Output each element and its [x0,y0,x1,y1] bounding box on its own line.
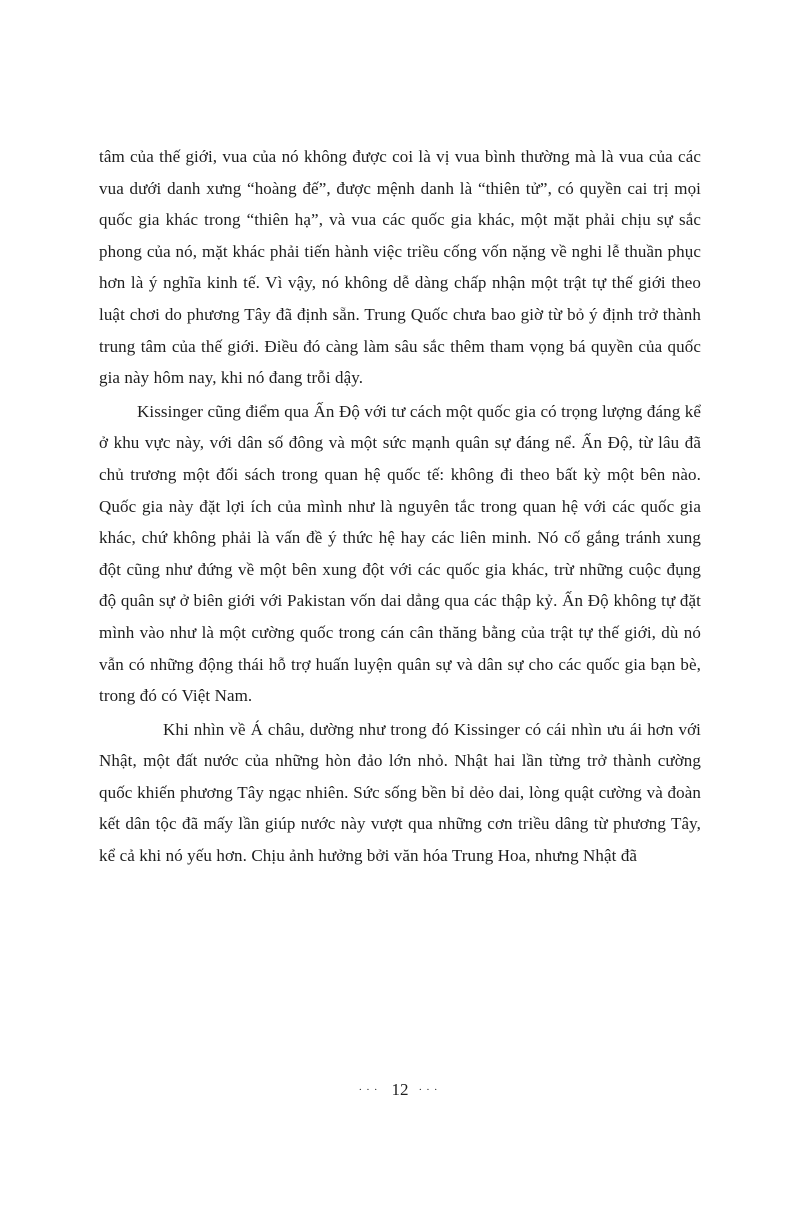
paragraph-japan: Khi nhìn về Á châu, dường như trong đó Kissinger có cái nhìn ưu ái hơn với Nhật, một đất nước của những hòn đảo lớn nhỏ. Nhật hai lần từng trở thành cường quốc khiến phương Tây ngạc nhiên. Sức sống bền bỉ dẻo dai, lòng quật cường và đoàn kết dân tộc đã mấy lần giúp nước này vượt qua những cơn triều dâng từ phương Tây, kể cả khi nó yếu hơn. Chịu ảnh hưởng bởi văn hóa Trung Hoa, nhưng Nhật đã [99,719,701,866]
paragraph-india: Kissinger cũng điểm qua Ấn Độ với tư cách một quốc gia có trọng lượng đáng kể ở khu vực này, với dân số đông và một sức mạnh quân sự đáng nể. Ấn Độ, từ lâu đã chủ trương một đối sách trong quan hệ quốc tế: không đi theo bất kỳ một bên nào. Quốc gia này đặt lợi ích của mình như là nguyên tắc trong quan hệ với các quốc gia khác, chứ không phải là vấn đề ý thức hệ hay các liên minh. Nó cố gắng tránh xung đột cũng như đứng về một bên xung đột với các quốc gia khác, trừ những cuộc đụng độ quân sự ở biên giới với Pakistan vốn dai dẳng qua các thập kỷ. Ấn Độ không tự đặt mình vào như là một cường quốc trong cán cân thăng bằng của trật tự thế giới, dù nó vẫn có những động thái hỗ trợ huấn luyện quân sự và dân sự cho các quốc gia bạn bè, trong đó có Việt Nam. [99,401,701,706]
footer-ornament-right: ··· [418,1084,442,1096]
paragraph-continuation: tâm của thế giới, vua của nó không được coi là vị vua bình thường mà là vua của các vua dưới danh xưng “hoàng đế”, được mệnh danh là “thiên tử”, có quyền cai trị mọi quốc gia khác trong “thiên hạ”, và vua các quốc gia khác, một mặt phải chịu sự sắc phong của nó, mặt khác phải tiến hành việc triều cống vốn nặng về nghi lễ thuần phục hơn là ý nghĩa kinh tế. Vì vậy, nó không dễ dàng chấp nhận một trật tự thế giới theo luật chơi do phương Tây đã định sẵn. Trung Quốc chưa bao giờ từ bỏ ý định trở thành trung tâm của thế giới. Điều đó càng làm sâu sắc thêm tham vọng bá quyền của quốc gia này hôm nay, khi nó đang trỗi dậy. [99,147,701,388]
footer-ornament-left: ··· [358,1084,382,1096]
page-text-block [99,141,701,872]
page-footer [0,1080,800,1100]
page-number: 12 [391,1080,409,1099]
